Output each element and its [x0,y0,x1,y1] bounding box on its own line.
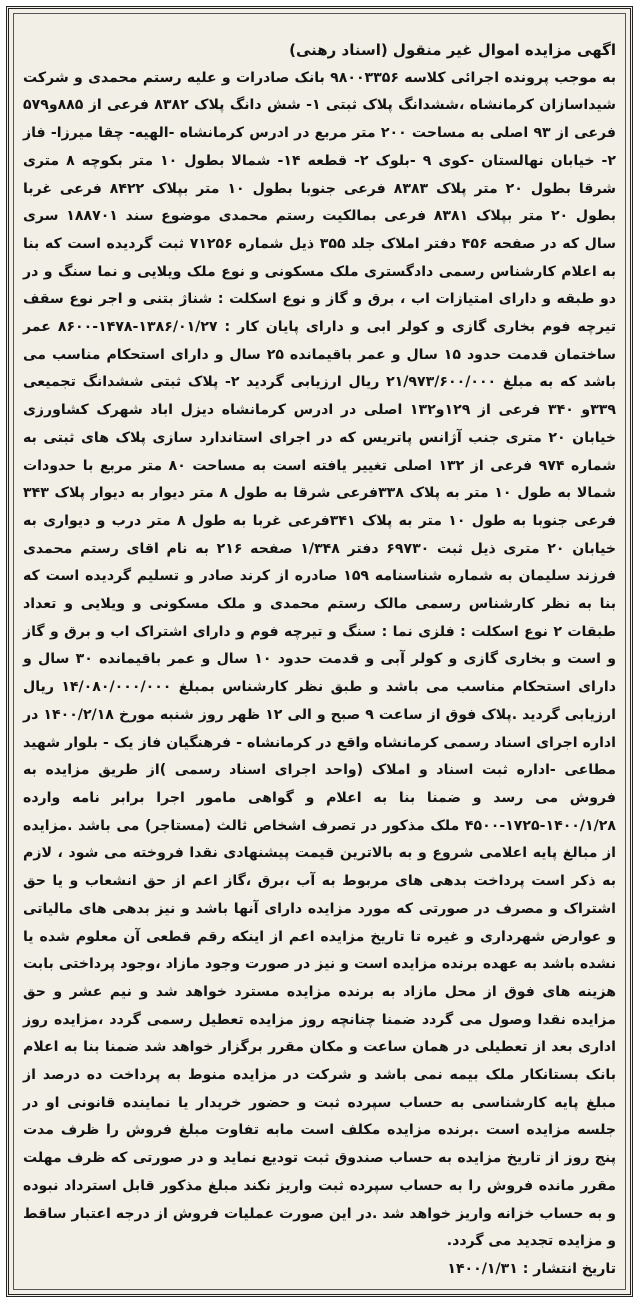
notice-frame [6,6,633,1297]
publish-date-row [23,1256,616,1284]
notice-title: اگهی مزایده اموال غیر منقول (اسناد رهنی) [289,41,616,59]
notice-content [23,37,616,1284]
publish-date: تاریخ انتشار : ۱۴۰۰/۱/۳۱ [447,1260,616,1277]
notice-body: به موجب پرونده اجرائی کلاسه ۹۸۰۰۳۳۵۶ بانک صادرات و علیه رستم محمدی و شرکت شیداسازان کرمانشاه ،ششدانگ پلاک ثبتی ۱- شش دانگ پلاک ۸۳۸۲ فرعی از ۸۸۵و۵۷۹ فرعی از ۹۳ اصلی به مساحت ۲۰۰ متر مربع در ادرس کرمانشاه -الهیه- چقا میرزا- فاز ۲- خیابان نهالستان -کوی ۹ -بلوک ۲- قطعه ۱۴- شمالا بطول ۱۰ متر بکوچه ۸ متری شرقا بطول ۲۰ متر پلاک ۸۳۸۳ فرعی جنوبا بطول ۱۰ متر بپلاک ۸۴۲۲ فرعی غربا بطول ۲۰ متر بپلاک ۸۳۸۱ فرعی بمالکیت رستم محمدی موضوع سند ۱۸۸۷۰۱ سری سال که در صفحه ۴۵۶ دفتر املاک جلد ۳۵۵ ذیل شماره ۷۱۲۵۶ ثبت گردیده است که بنا به اعلام کارشناس رسمی دادگستری ملک مسکونی و نوع ملک ویلایی و نما سنگ و در دو طبقه و دارای امتیازات اب ، برق و گاز و نوع اسکلت : شناژ بتنی و اجر نوع سقف تیرچه فوم بخاری گازی و کولر ابی و دارای پایان کار : ۱۳۸۶/۰۱/۲۷-۱۴۷۸-۸۶۰۰ عمر ساختمان قدمت حدود ۱۵ سال و عمر باقیمانده ۲۵ سال و دارای استحکام مناسب می باشد که به مبلغ ۲۱/۹۷۳/۶۰۰/۰۰۰ ریال ارزیابی گردید ۲- پلاک ثبتی ششدانگ تجمیعی ۳۳۹و ۳۴۰ فرعی از ۱۲۹و۱۳۲ اصلی در ادرس کرمانشاه دیزل اباد شهرک کشاورزی خیابان ۲۰ متری جنب آژانس پاتریس که در اجرای استاندارد سازی پلاک های ثبتی به شماره ۹۷۴ فرعی از ۱۳۲ اصلی تغییر یافته است به مساحت ۸۰ متر مربع با حدودات شمالا به طول ۱۰ متر به پلاک ۳۳۸فرعی شرقا به طول ۸ متر دیوار به دیوار پلاک ۳۴۳ فرعی جنوبا به طول ۱۰ متر به پلاک ۳۴۱فرعی غربا به طول ۸ متر درب و دیواری به خیابان ۲۰ متری ذیل ثبت ۶۹۷۳۰ دفتر ۱/۳۴۸ صفحه ۲۱۶ به نام اقای رستم محمدی فرزند سلیمان به شماره شناسنامه ۱۵۹ صادره از کرند صادر و تسلیم گردیده است که بنا به نظر کارشناس رسمی مالک رستم محمدی و ملک مسکونی و ویلایی و تعداد طبقات ۲ نوع اسکلت : فلزی نما : سنگ و تیرچه فوم و دارای اشتراک اب و برق و گاز و است و بخاری گازی و کولر آبی و قدمت حدود ۱۰ سال و عمر باقیمانده ۳۰ سال و دارای استحکام مناسب می باشد و طبق نظر کارشناس بمبلغ ۱۴/۰۸۰/۰۰۰/۰۰۰ ریال ارزیابی گردید .پلاک فوق از ساعت ۹ صبح و الی ۱۲ ظهر روز شنبه مورخ ۱۴۰۰/۲/۱۸ در اداره اجرای اسناد رسمی کرمانشاه واقع در کرمانشاه - فرهنگیان فاز یک - بلوار شهید مطاعی -اداره ثبت اسناد و املاک (واحد اجرای اسناد رسمی )از طریق مزایده به فروش می رسد و ضمنا بنا به اعلام و گواهی مامور اجرا برابر نامه وارده ۱۴۰۰/۱/۲۸-۱۷۲۵-۴۵۰۰ ملک مذکور در تصرف اشخاص ثالث (مستاجر) می باشد .مزایده از مبالغ پایه اعلامی شروع و به بالاترین قیمت پیشنهادی نقدا فروخته می شود ، لازم به ذکر است پرداخت بدهی های مربوط به آب ،برق ،گاز اعم از حق انشعاب و یا حق اشتراک و مصرف در صورتی که مورد مزایده دارای آنها باشد و نیز بدهی های مالیاتی و عوارض شهرداری و غیره تا تاریخ مزایده اعم از اینکه رقم قطعی آن معلوم شده یا نشده باشد به عهده برنده مزایده است و نیز در صورت وجود مازاد ،وجود پرداختی بابت هزینه های فوق از محل مازاد به برنده مزایده مسترد خواهد شد و نیم عشر و حق مزایده نقدا وصول می گردد ضمنا چنانچه روز مزایده تعطیل رسمی گردد ،مزایده روز اداری بعد از تعطیلی در همان ساعت و مکان مقرر برگزار خواهد شد ضمنا بنا به اعلام بانک بستانکار ملک بیمه نمی باشد و شرکت در مزایده منوط به پرداخت ده درصد از مبلغ پایه کارشناسی به حساب سپرده ثبت و حضور خریدار یا نماینده قانونی او در جلسه مزایده است .برنده مزایده مکلف است مابه تفاوت مبلغ فروش را ظرف مدت پنج روز از تاریخ مزایده به حساب صندوق ثبت توديع نمايد و در صورتی که ظرف مهلت مقرر مانده فروش را به حساب سپرده ثبت واریز نکند مبلغ مذکور قابل استرداد نبوده و به حساب خزانه واریز خواهد شد .در این صورت عملیات فروش از درجه اعتبار ساقط و مزایده تجدید می گردد. [23,69,617,1250]
